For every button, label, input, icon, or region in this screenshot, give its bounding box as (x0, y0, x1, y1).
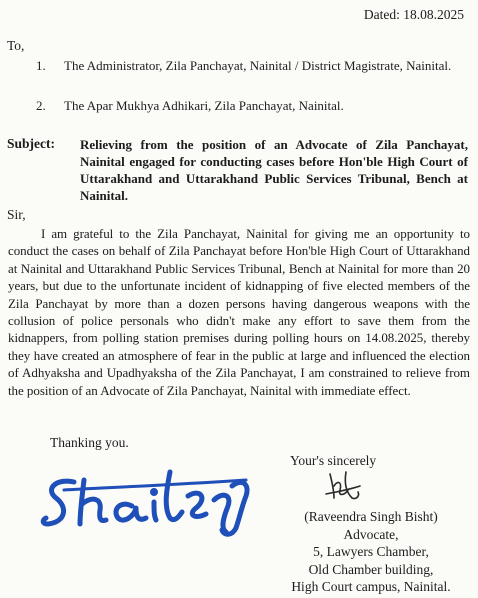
subject-label: Subject: (7, 136, 55, 151)
body-paragraph: I am grateful to the Zila Panchayat, Nainital for giving me an opportunity to conduct the cases on behalf of Zila Panchayat before Hon'ble High Court of Uttarakhand at Nainital and Uttarakhand Public Services Tribunal, Bench at Nainital for more than 20 years, but due to the unfortunate incident of kidnapping of five elected members of the Zila Panchayat by more than a dozen persons having dangerous weapons with the collusion of police personals who didn't make any effort to save them from the kidnappers, from polling station premises during polling hours on 14.08.2025, thereby they have created an atmosphere of fear in the public at large and influenced the election of Adhyaksha and Upadhyaksha of the Zila Panchayat, I am constrained to relieve from the position of an Advocate of Zila Panchayat, Nainital with immediate effect. (8, 226, 470, 398)
letter-date: Dated: 18.08.2025 (363, 7, 464, 22)
subject-text: Relieving from the position of an Advocate of Zila Panchayat, Nainital engaged for conducting cases before Hon'ble High Court of Uttarakhand and Uttarakhand Public Services Tribunal, Bench at Nainital. (80, 137, 468, 203)
recipient-number: 2. (36, 98, 46, 113)
address-line: Old Chamber building, (308, 561, 434, 577)
recipient-item (36, 57, 466, 74)
recipient-item (36, 97, 466, 114)
to-label: To, (7, 38, 25, 53)
handwritten-signature-image (36, 452, 256, 538)
address-line: High Court campus, Nainital. (291, 579, 451, 594)
signature-block (276, 508, 466, 596)
signatory-name: (Raveendra Singh Bisht) (304, 509, 438, 524)
address-line: 5, Lawyers Chamber, (313, 544, 429, 559)
closing-sincerely: Your's sincerely (290, 453, 377, 468)
recipient-text: The Administrator, Zila Panchayat, Nainital / District Magistrate, Nainital. (64, 58, 452, 73)
signatory-title: Advocate, (343, 526, 399, 542)
initials-signature-image (322, 466, 364, 506)
recipient-text: The Apar Mukhya Adhikari, Zila Panchayat, Nainital. (64, 98, 344, 113)
recipient-number: 1. (36, 58, 46, 73)
salutation: Sir, (7, 207, 26, 222)
closing-thanks: Thanking you. (50, 435, 129, 450)
